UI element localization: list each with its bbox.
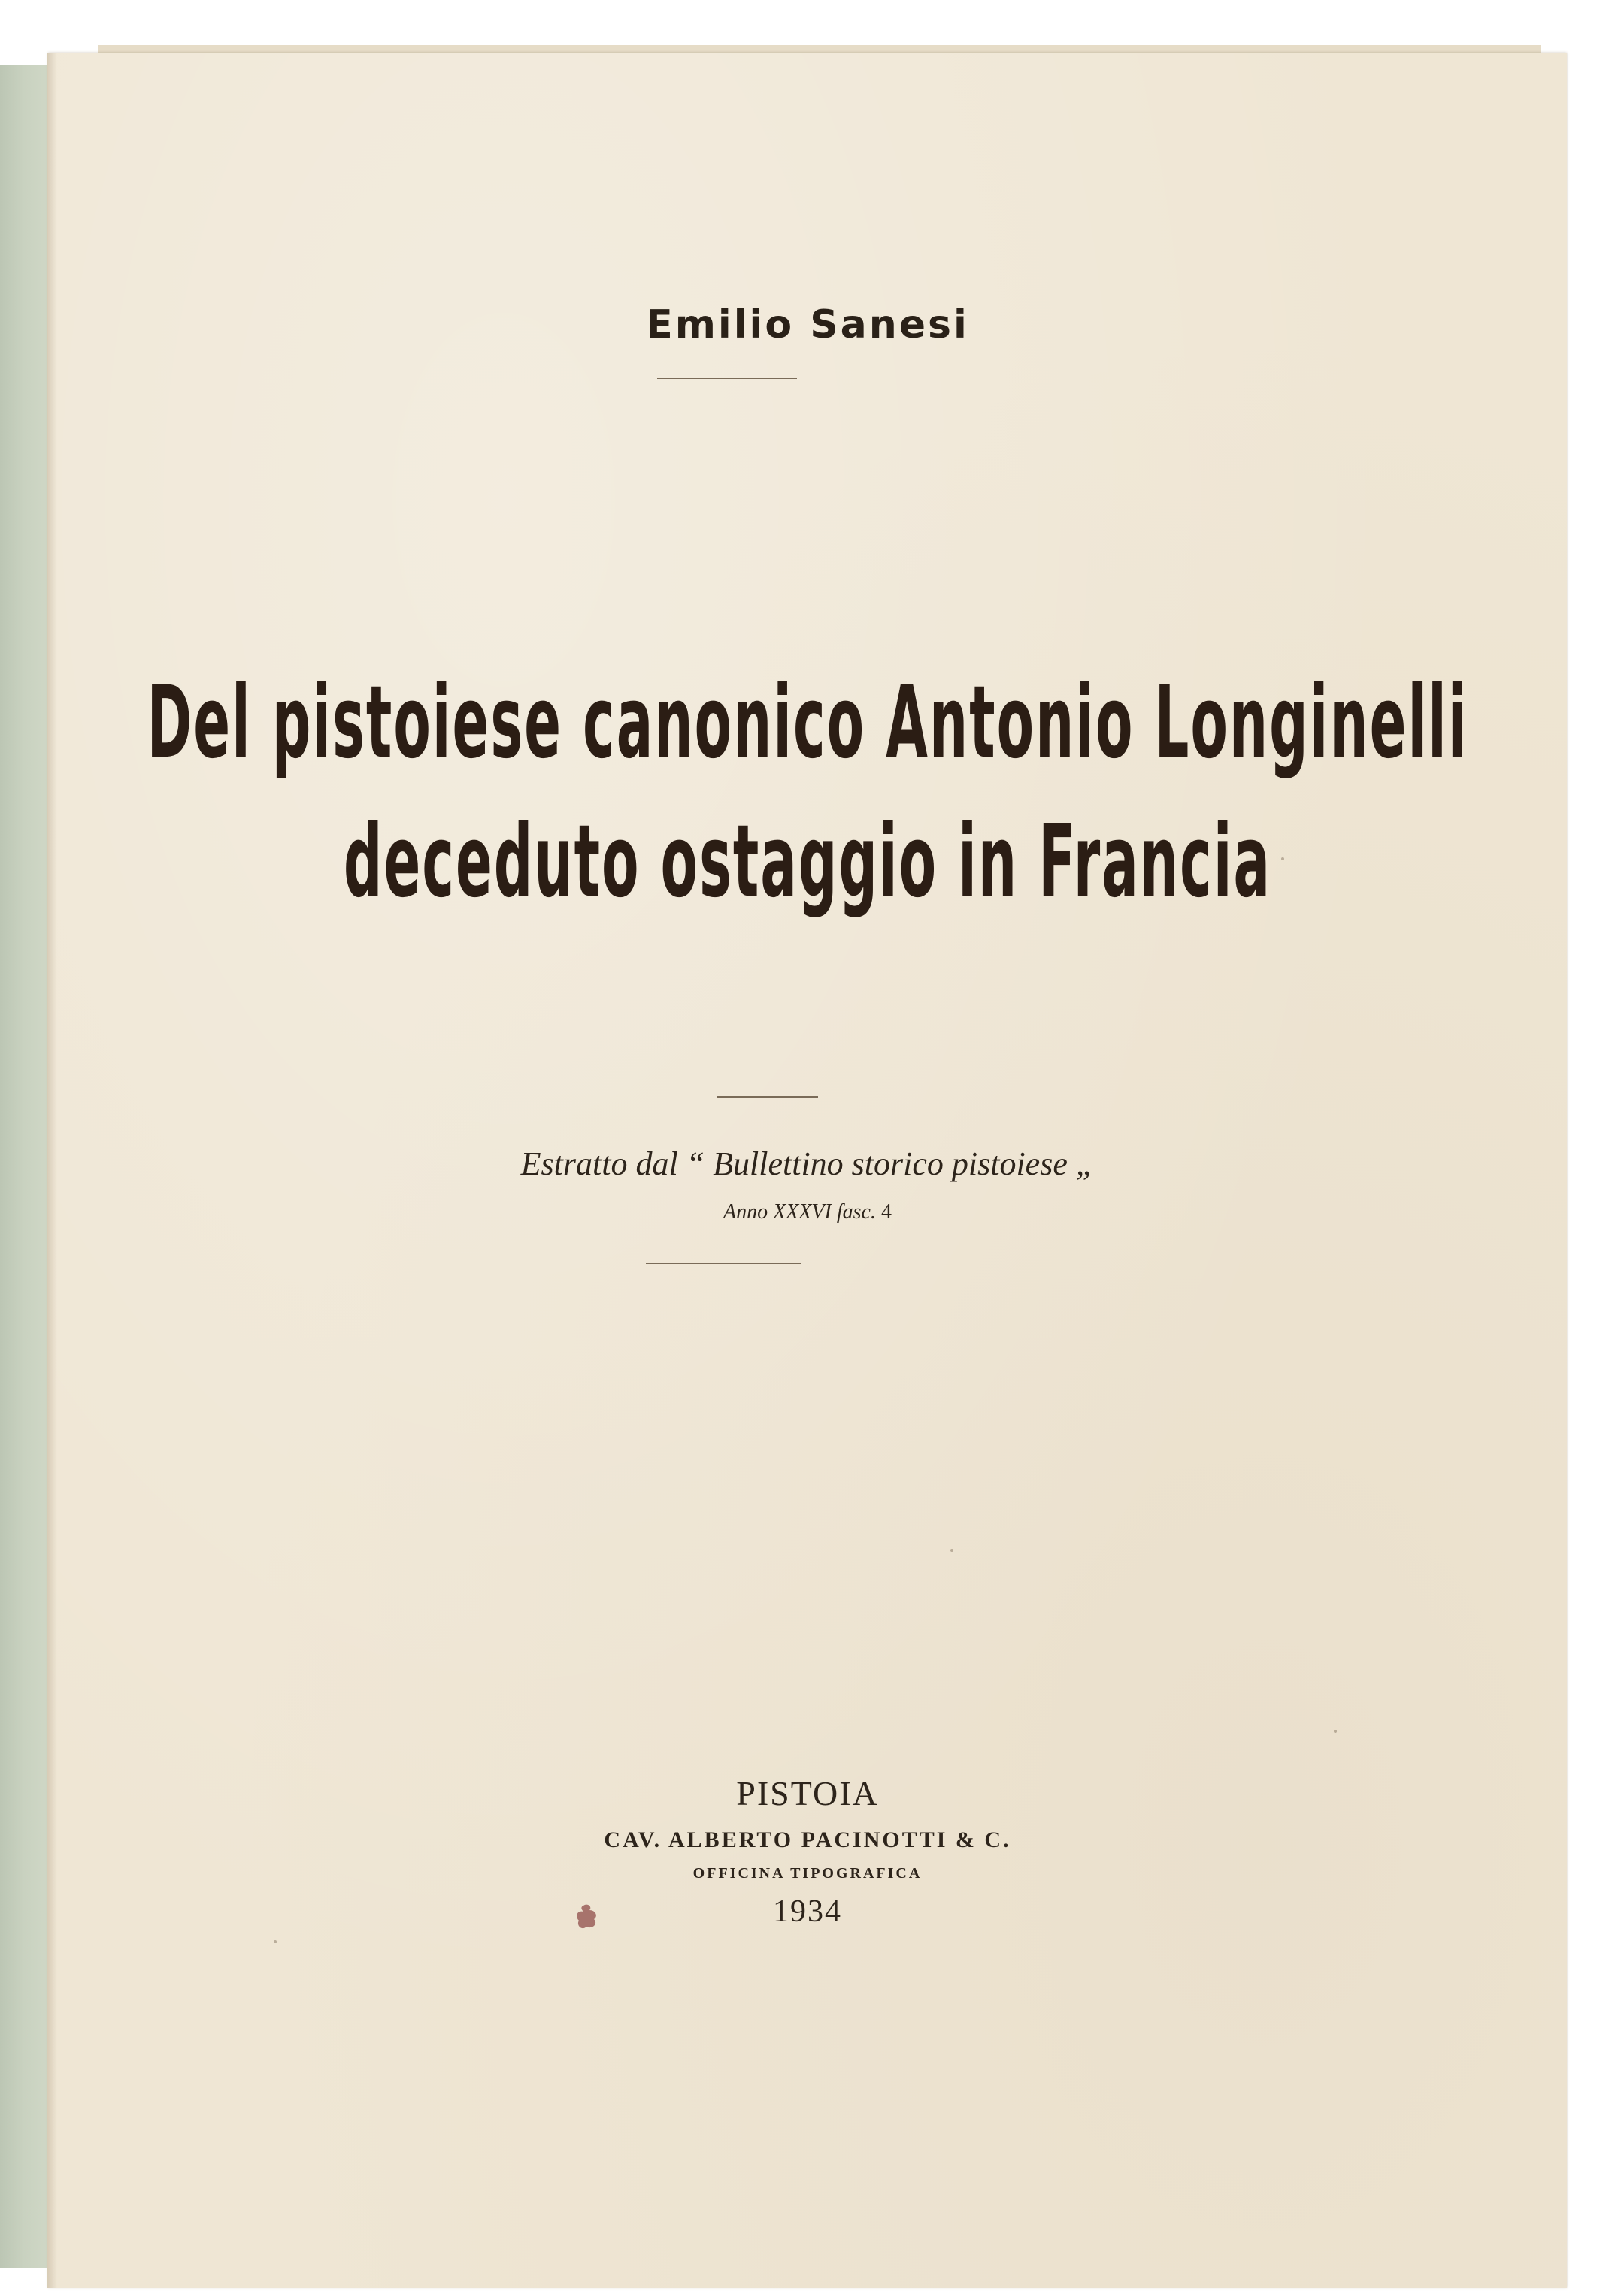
title-line: Del pistoiese canonico Antonio Longinelli (147, 663, 1468, 781)
title-line: deceduto ostaggio in Francia (343, 802, 1272, 920)
paper-speck (950, 1549, 953, 1552)
title-page (48, 53, 1567, 2288)
divider-rule (646, 1263, 801, 1264)
fasc-label: fasc. (836, 1200, 876, 1224)
ink-stamp-mark (574, 1903, 600, 1931)
author-name: Emilio Sanesi (646, 302, 969, 347)
imprint-office: OFFICINA TIPOGRAFICA (692, 1865, 923, 1882)
divider-rule (657, 378, 797, 379)
divider-rule (717, 1096, 818, 1098)
paper-speck (1281, 857, 1284, 860)
imprint-year: 1934 (773, 1894, 842, 1929)
fasc-value: 4 (880, 1200, 892, 1224)
extract-note: Estratto dal “ Bullettino storico pistoiese „ (520, 1145, 1095, 1182)
page-fold-shadow (48, 53, 57, 2288)
anno-label: Anno (723, 1200, 768, 1224)
imprint-printer: CAV. ALBERTO PACINOTTI & C. (604, 1827, 1011, 1852)
paper-speck (274, 1940, 277, 1943)
anno-value: XXXVI (773, 1200, 832, 1224)
volume-info (48, 1200, 1567, 1224)
paper-speck (1334, 1730, 1337, 1733)
imprint-city: PISTOIA (736, 1774, 879, 1812)
book-title (48, 663, 1567, 963)
